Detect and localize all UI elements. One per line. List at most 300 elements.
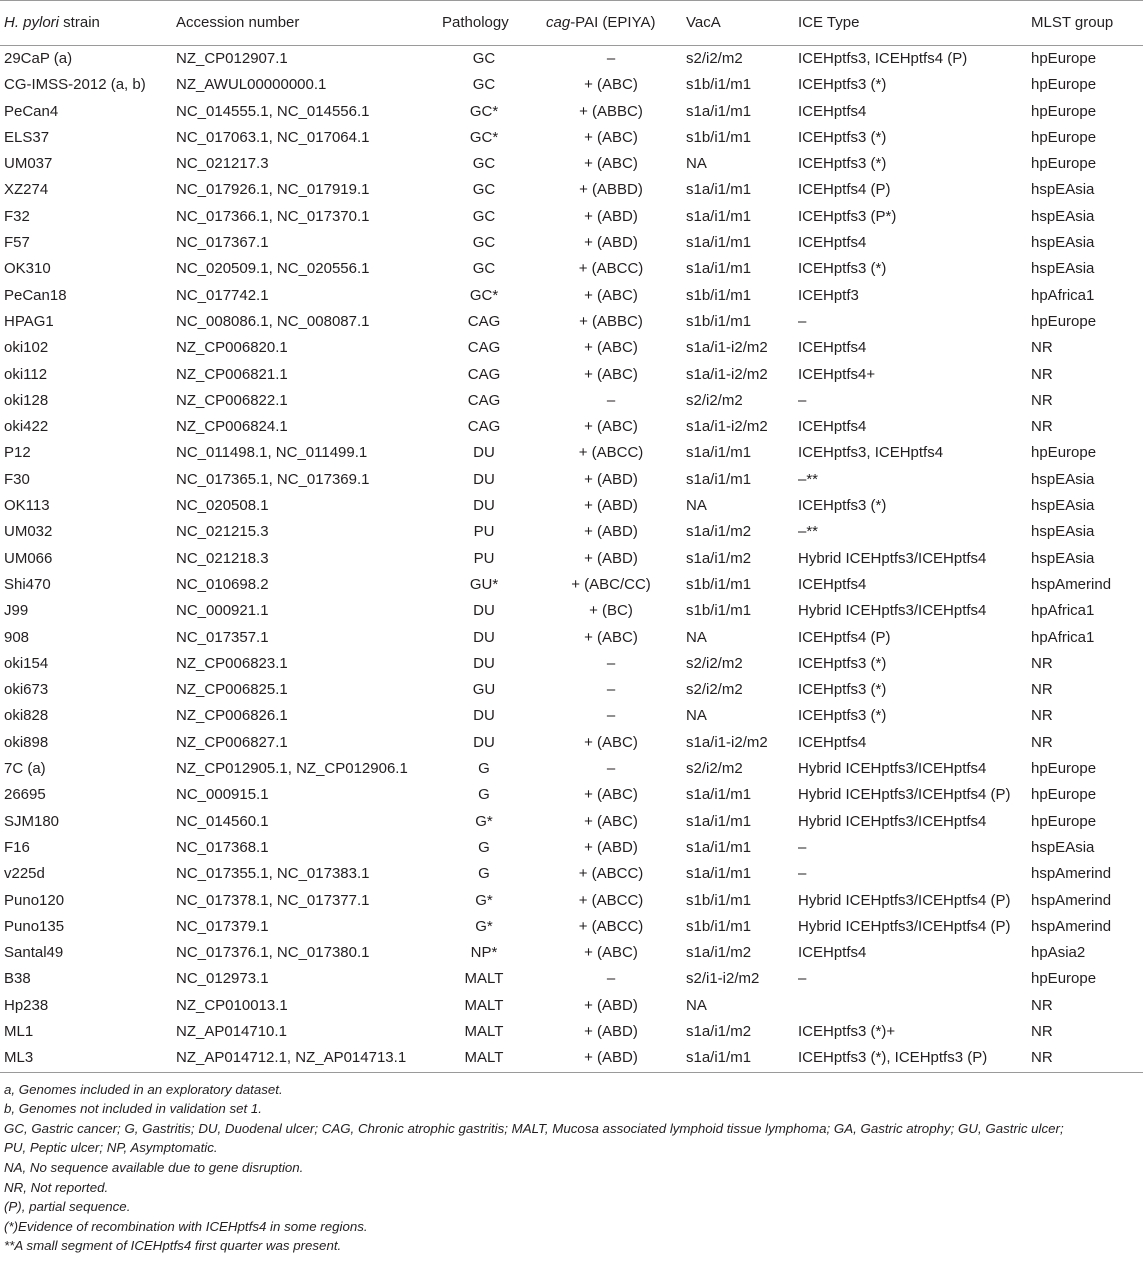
cell-ice-type: ICEHptfs3 (*) [798, 260, 887, 278]
cell-strain: XZ274 [4, 181, 49, 199]
cell-pathology: GC [472, 155, 496, 173]
cell-mlst: hpEurope [1031, 812, 1097, 830]
cell-accession: NZ_CP006825.1 [176, 681, 288, 699]
cell-vaca: s1b/i1/m1 [686, 286, 752, 304]
cell-accession: NZ_CP006821.1 [176, 365, 288, 383]
cell-mlst: hspEAsia [1031, 549, 1095, 567]
cell-vaca: s1a/i1/m1 [686, 444, 752, 462]
cell-cag-pai: + (ABD) [536, 1045, 686, 1072]
cell-strain: UM032 [4, 523, 53, 541]
footnote: GC, Gastric cancer; G, Gastritis; DU, Duodenal ulcer; CAG, Chronic atrophic gastritis; MALT, Mucosa associated lymphoid tissue lymphoma; GA, Gastric atrophy; GU, Gastric ulcer; [4, 1120, 1064, 1136]
cell-ice-type: – [798, 970, 807, 988]
cell-mlst: hpEurope [1031, 50, 1097, 67]
cell-mlst: hspAmerind [1031, 575, 1112, 593]
header-cag-rest: -PAI (EPIYA) [570, 14, 656, 31]
cell-vaca: NA [686, 155, 707, 173]
cell-mlst: NR [1031, 996, 1053, 1014]
cell-cag-pai: – [606, 760, 616, 778]
cell-accession: NC_011498.1, NC_011499.1 [176, 444, 368, 462]
cell-vaca: s1b/i1/m1 [686, 891, 752, 909]
cell-pathology: G [478, 786, 490, 804]
cell-ice-type: – [798, 865, 807, 883]
footnote: a, Genomes included in an exploratory dataset. [4, 1081, 283, 1097]
cell-ice-type: –** [798, 523, 819, 541]
cell-cag-pai: + (ABD) [584, 470, 638, 488]
cell-cag-pai: + (ABC) [584, 76, 638, 94]
cell-mlst: hpEurope [1031, 312, 1097, 330]
cell-vaca: s1a/i1/m1 [686, 838, 752, 856]
footnote: **A small segment of ICEHptfs4 first quarter was present. [4, 1238, 342, 1254]
cell-strain: J99 [4, 602, 29, 620]
table-row [0, 46, 1143, 73]
header-strain-rest: strain [59, 14, 100, 31]
cell-accession: NZ_AP014712.1, NZ_AP014713.1 [176, 1045, 432, 1072]
table-row [0, 966, 1143, 992]
table-row [0, 309, 1143, 335]
cell-cag-pai: + (ABD) [584, 523, 638, 541]
cell-mlst: hpAfrica1 [1031, 602, 1095, 620]
cell-ice-type: ICEHptfs4 [798, 944, 867, 962]
cell-pathology: DU [473, 602, 495, 620]
cell-cag-pai: + (ABC) [584, 786, 638, 804]
cell-pathology: GC* [469, 128, 499, 146]
footnote: NA, No sequence available due to gene disruption. [4, 1159, 304, 1175]
cell-pathology: G [478, 865, 490, 883]
cell-accession: NZ_CP006823.1 [176, 654, 288, 672]
table-row [0, 493, 1143, 519]
header-mlst: MLST group [1031, 1, 1143, 46]
cell-ice-type: – [798, 312, 807, 330]
cell-accession: NZ_AWUL00000000.1 [176, 76, 327, 94]
cell-accession: NC_010698.2 [176, 575, 269, 593]
cell-vaca: s1a/i1/m1 [686, 1045, 798, 1072]
cell-accession: NC_017378.1, NC_017377.1 [176, 891, 370, 909]
table-row [0, 572, 1143, 598]
table-row [0, 546, 1143, 572]
cell-accession: NC_017742.1 [176, 286, 269, 304]
table-row [0, 651, 1143, 677]
cell-cag-pai: + (ABBD) [579, 181, 643, 199]
cell-pathology: DU [473, 707, 495, 725]
cell-cag-pai: – [606, 707, 616, 725]
cell-cag-pai: + (ABC) [584, 944, 638, 962]
cell-ice-type: ICEHptf3 [798, 286, 859, 304]
cell-strain: F32 [4, 207, 30, 225]
cell-pathology: GC [472, 76, 496, 94]
cell-vaca: s2/i1-i2/m2 [686, 970, 760, 988]
table-row [0, 230, 1143, 256]
cell-vaca: s1b/i1/m1 [686, 602, 752, 620]
cell-accession: NC_021215.3 [176, 523, 269, 541]
cell-mlst: hspAmerind [1031, 891, 1112, 909]
cell-ice-type: ICEHptfs4 [798, 234, 867, 252]
cell-vaca: s1b/i1/m1 [686, 312, 752, 330]
footnote: PU, Peptic ulcer; NP, Asymptomatic. [4, 1140, 218, 1156]
table-row [0, 940, 1143, 966]
cell-pathology: CAG [467, 339, 501, 357]
cell-pathology: CAG [467, 312, 501, 330]
cell-accession: NZ_CP006827.1 [176, 733, 288, 751]
cell-vaca: s1a/i1/m1 [686, 470, 752, 488]
table-row [0, 598, 1143, 624]
cell-mlst: hspEAsia [1031, 207, 1095, 225]
cell-cag-pai: + (ABBC) [579, 312, 643, 330]
cell-pathology: PU [473, 549, 495, 567]
cell-mlst: hpAfrica1 [1031, 628, 1095, 646]
cell-cag-pai: + (ABCC) [578, 865, 644, 883]
cell-cag-pai: + (ABD) [584, 838, 638, 856]
cell-ice-type: ICEHptfs4 [798, 339, 867, 357]
cell-strain: CG-IMSS-2012 (a, b) [4, 76, 146, 94]
cell-mlst: hpEurope [1031, 444, 1097, 462]
cell-cag-pai: + (ABBC) [579, 102, 643, 120]
cell-ice-type: ICEHptfs3 (*) [798, 654, 887, 672]
cell-accession: NC_017366.1, NC_017370.1 [176, 207, 370, 225]
cell-pathology: NP* [470, 944, 498, 962]
cell-strain: Puno120 [4, 891, 65, 909]
cell-strain: oki673 [4, 681, 49, 699]
header-row [0, 1, 1143, 46]
cell-vaca: NA [686, 628, 707, 646]
cell-pathology: GU* [469, 575, 499, 593]
cell-vaca: s2/i2/m2 [686, 50, 743, 67]
table-body [0, 46, 1143, 1073]
table-row [0, 256, 1143, 282]
cell-strain: UM037 [4, 155, 53, 173]
cell-pathology: DU [473, 628, 495, 646]
cell-accession: NC_008086.1, NC_008087.1 [176, 312, 370, 330]
cell-vaca: s2/i2/m2 [686, 681, 743, 699]
header-cag-pai [536, 1, 686, 46]
cell-accession: NZ_CP006822.1 [176, 391, 288, 409]
cell-vaca: s1a/i1-i2/m2 [686, 339, 768, 357]
cell-pathology: GU [472, 681, 496, 699]
cell-pathology: PU [473, 523, 495, 541]
cell-vaca: s1a/i1-i2/m2 [686, 418, 768, 436]
cell-cag-pai: + (ABC) [584, 155, 638, 173]
cell-pathology: DU [473, 654, 495, 672]
cell-strain: Puno135 [4, 917, 65, 935]
cell-mlst: NR [1031, 418, 1053, 436]
header-vaca: VacA [686, 1, 798, 46]
cell-vaca: s1b/i1/m1 [686, 76, 752, 94]
cell-strain: oki422 [4, 418, 49, 436]
cell-vaca: s1a/i1/m1 [686, 260, 752, 278]
cell-ice-type: ICEHptfs4 [798, 418, 867, 436]
cell-accession: NC_012973.1 [176, 970, 269, 988]
cell-pathology: GC [472, 207, 496, 225]
cell-pathology: DU [473, 470, 495, 488]
cell-strain: ML3 [0, 1045, 176, 1072]
table-row [0, 151, 1143, 177]
cell-pathology: G* [475, 917, 493, 935]
cell-accession: NC_017367.1 [176, 234, 269, 252]
cell-mlst: hspEAsia [1031, 497, 1095, 515]
cell-ice-type: ICEHptfs3, ICEHptfs4 (P) [798, 50, 968, 67]
cell-cag-pai: + (ABC) [584, 812, 638, 830]
cell-strain: 29CaP (a) [4, 50, 73, 67]
cell-accession: NC_000915.1 [176, 786, 269, 804]
table-row [0, 177, 1143, 203]
cell-mlst: hspEAsia [1031, 181, 1095, 199]
cell-ice-type [798, 993, 1031, 1019]
table-row [0, 835, 1143, 861]
cell-strain: oki128 [4, 391, 49, 409]
cell-pathology: G* [475, 812, 493, 830]
cell-ice-type: Hybrid ICEHptfs3/ICEHptfs4 (P) [798, 891, 1011, 909]
cell-ice-type: – [798, 391, 807, 409]
cell-accession: NC_020508.1 [176, 497, 269, 515]
cell-accession: NZ_CP012907.1 [176, 50, 288, 67]
cell-accession: NZ_CP006824.1 [176, 418, 288, 436]
cell-vaca: s1a/i1/m1 [686, 865, 752, 883]
cell-mlst: hpAsia2 [1031, 944, 1086, 962]
cell-cag-pai: + (ABCC) [578, 917, 644, 935]
cell-accession: NC_014560.1 [176, 812, 269, 830]
cell-pathology: CAG [467, 391, 501, 409]
cell-ice-type: Hybrid ICEHptfs3/ICEHptfs4 (P) [798, 786, 1011, 804]
cell-strain: F30 [4, 470, 30, 488]
table-row [0, 72, 1143, 98]
cell-cag-pai: + (ABD) [584, 207, 638, 225]
cell-mlst: hspEAsia [1031, 234, 1095, 252]
cell-strain: ELS37 [4, 128, 50, 146]
cell-cag-pai: + (ABD) [584, 1022, 638, 1040]
table-row [0, 782, 1143, 808]
cell-pathology: DU [473, 497, 495, 515]
table-row [0, 914, 1143, 940]
table-row [0, 467, 1143, 493]
cell-vaca: s2/i2/m2 [686, 391, 743, 409]
cell-pathology: MALT [432, 1045, 536, 1072]
footnotes [0, 1073, 1143, 1256]
table-row [0, 1019, 1143, 1045]
cell-cag-pai: + (ABC) [584, 628, 638, 646]
table-row [0, 414, 1143, 440]
cell-ice-type: ICEHptfs3 (*) [798, 155, 887, 173]
cell-strain: F16 [4, 838, 30, 856]
cell-ice-type: Hybrid ICEHptfs3/ICEHptfs4 [798, 602, 987, 620]
cell-ice-type: ICEHptfs4+ [798, 365, 876, 383]
cell-accession: NC_020509.1, NC_020556.1 [176, 260, 370, 278]
table-row [0, 440, 1143, 466]
cell-cag-pai: – [606, 970, 616, 988]
cell-strain: Santal49 [4, 944, 64, 962]
cell-cag-pai: – [606, 654, 616, 672]
cell-pathology: GC* [469, 102, 499, 120]
cell-strain: B38 [4, 970, 31, 988]
cell-ice-type: ICEHptfs4 (P) [798, 181, 891, 199]
cell-pathology: GC* [469, 286, 499, 304]
cell-mlst: NR [1031, 681, 1053, 699]
header-cag-italic: cag [546, 14, 571, 31]
cell-accession: NC_017926.1, NC_017919.1 [176, 181, 370, 199]
cell-cag-pai: + (ABC/CC) [571, 575, 651, 593]
table-row [0, 888, 1143, 914]
table-row [0, 388, 1143, 414]
cell-accession: NC_017365.1, NC_017369.1 [176, 470, 370, 488]
table-row [0, 99, 1143, 125]
cell-cag-pai: + (ABC) [584, 365, 638, 383]
cell-vaca: s1a/i1/m1 [686, 207, 752, 225]
cell-mlst: hspEAsia [1031, 838, 1095, 856]
cell-pathology: MALT [464, 1022, 504, 1040]
cell-cag-pai: + (ABC) [584, 128, 638, 146]
cell-ice-type: Hybrid ICEHptfs3/ICEHptfs4 (P) [798, 917, 1011, 935]
cell-accession: NZ_CP010013.1 [176, 996, 288, 1014]
header-strain-italic: H. pylori [4, 14, 60, 31]
cell-mlst: hspEAsia [1031, 470, 1095, 488]
table-row [0, 125, 1143, 151]
cell-vaca: s1a/i1/m1 [686, 234, 752, 252]
cell-mlst: hspAmerind [1031, 917, 1112, 935]
cell-cag-pai: + (ABC) [584, 418, 638, 436]
cell-pathology: CAG [467, 418, 501, 436]
cell-vaca: s1a/i1/m1 [686, 102, 752, 120]
cell-vaca: s1a/i1/m1 [686, 181, 752, 199]
table-row [0, 362, 1143, 388]
cell-mlst: hpEurope [1031, 76, 1097, 94]
cell-strain: PeCan4 [4, 102, 59, 120]
table-row [0, 756, 1143, 782]
cell-mlst: hspAmerind [1031, 865, 1112, 883]
cell-accession: NC_017357.1 [176, 628, 269, 646]
cell-vaca: s1a/i1/m1 [686, 812, 752, 830]
table-row [0, 993, 1143, 1019]
cell-cag-pai: + (ABC) [584, 339, 638, 357]
cell-strain: Hp238 [4, 996, 49, 1014]
cell-mlst: hspEAsia [1031, 523, 1095, 541]
cell-pathology: GC [472, 234, 496, 252]
footnote: (P), partial sequence. [4, 1199, 131, 1215]
cell-cag-pai: – [606, 681, 616, 699]
cell-mlst: NR [1031, 391, 1053, 409]
cell-vaca: s1b/i1/m1 [686, 917, 752, 935]
cell-vaca: s1a/i1/m2 [686, 549, 752, 567]
table-row [0, 703, 1143, 729]
cell-strain: 908 [4, 628, 30, 646]
cell-vaca: NA [686, 497, 707, 515]
cell-accession: NC_017368.1 [176, 838, 269, 856]
header-strain [0, 1, 176, 46]
cell-cag-pai: + (ABCC) [578, 444, 644, 462]
cell-accession: NC_021218.3 [176, 549, 269, 567]
cell-strain: OK113 [4, 497, 50, 515]
cell-vaca: s2/i2/m2 [686, 760, 743, 778]
cell-pathology: GC [472, 50, 496, 67]
table-row [0, 625, 1143, 651]
cell-strain: PeCan18 [4, 286, 67, 304]
cell-pathology: MALT [464, 970, 504, 988]
cell-vaca: s1a/i1/m1 [686, 786, 752, 804]
cell-accession: NC_021217.3 [176, 155, 269, 173]
cell-ice-type: Hybrid ICEHptfs3/ICEHptfs4 [798, 812, 987, 830]
cell-ice-type: ICEHptfs4 (P) [798, 628, 891, 646]
cell-strain: UM066 [4, 549, 53, 567]
cell-mlst: NR [1031, 733, 1053, 751]
cell-mlst: hspEAsia [1031, 260, 1095, 278]
cell-strain: ML1 [4, 1022, 34, 1040]
table-row [0, 283, 1143, 309]
cell-strain: oki898 [4, 733, 49, 751]
cell-pathology: CAG [467, 365, 501, 383]
cell-pathology: GC [472, 181, 496, 199]
cell-accession: NZ_CP012905.1, NZ_CP012906.1 [176, 760, 408, 778]
cell-mlst: hpEurope [1031, 970, 1097, 988]
cell-strain: oki102 [4, 339, 49, 357]
cell-strain: 26695 [4, 786, 46, 804]
cell-accession: NC_017063.1, NC_017064.1 [176, 128, 370, 146]
cell-strain: OK310 [4, 260, 51, 278]
cell-mlst: NR [1031, 365, 1053, 383]
cell-ice-type: –** [798, 470, 819, 488]
cell-strain: HPAG1 [4, 312, 54, 330]
cell-cag-pai: + (ABD) [584, 996, 638, 1014]
cell-ice-type: Hybrid ICEHptfs3/ICEHptfs4 [798, 549, 987, 567]
cell-cag-pai: – [606, 50, 616, 67]
cell-mlst: hpEurope [1031, 786, 1097, 804]
cell-pathology: DU [473, 733, 495, 751]
cell-vaca: s2/i2/m2 [686, 654, 743, 672]
cell-mlst: hpAfrica1 [1031, 286, 1095, 304]
cell-mlst: hpEurope [1031, 128, 1097, 146]
table-row [0, 519, 1143, 545]
cell-ice-type: ICEHptfs4 [798, 575, 867, 593]
cell-strain: v225d [4, 865, 45, 883]
cell-accession: NC_000921.1 [176, 602, 269, 620]
header-ice-type: ICE Type [798, 1, 1031, 46]
footnote: (*)Evidence of recombination with ICEHptfs4 in some regions. [4, 1218, 368, 1234]
cell-cag-pai: + (BC) [589, 602, 633, 620]
header-accession: Accession number [176, 1, 432, 46]
cell-ice-type: ICEHptfs3 (*) [798, 681, 887, 699]
cell-accession: NC_017376.1, NC_017380.1 [176, 944, 370, 962]
cell-accession: NC_017355.1, NC_017383.1 [176, 865, 370, 883]
footnote: NR, Not reported. [4, 1179, 109, 1195]
cell-strain: F57 [4, 234, 30, 252]
cell-cag-pai: + (ABC) [584, 286, 638, 304]
cell-ice-type: ICEHptfs3 (*) [798, 76, 887, 94]
cell-strain: P12 [4, 444, 31, 462]
cell-accession: NZ_CP006820.1 [176, 339, 288, 357]
cell-vaca: s1a/i1-i2/m2 [686, 733, 768, 751]
cell-pathology: DU [473, 444, 495, 462]
cell-strain: SJM180 [4, 812, 60, 830]
cell-vaca: NA [686, 996, 707, 1014]
cell-ice-type: ICEHptfs3, ICEHptfs4 [798, 444, 944, 462]
cell-vaca: s1b/i1/m1 [686, 128, 752, 146]
footnote: b, Genomes not included in validation set 1. [4, 1101, 262, 1117]
cell-pathology: GC [472, 260, 496, 278]
cell-vaca: s1a/i1/m2 [686, 944, 752, 962]
table-row [0, 861, 1143, 887]
cell-strain: 7C (a) [4, 760, 46, 778]
cell-strain: oki112 [4, 365, 48, 383]
cell-strain: oki154 [4, 654, 49, 672]
cell-pathology: G [478, 838, 490, 856]
cell-mlst: NR [1031, 339, 1053, 357]
header-pathology: Pathology [432, 1, 536, 46]
cell-ice-type: ICEHptfs3 (*)+ [798, 1022, 896, 1040]
table-row [0, 1045, 1143, 1072]
cell-mlst: hpEurope [1031, 155, 1097, 173]
cell-vaca: s1a/i1/m2 [686, 1022, 752, 1040]
table-row [0, 809, 1143, 835]
cell-mlst: NR [1031, 654, 1053, 672]
table-row [0, 204, 1143, 230]
cell-vaca: s1b/i1/m1 [686, 575, 752, 593]
table-header [0, 1, 1143, 46]
